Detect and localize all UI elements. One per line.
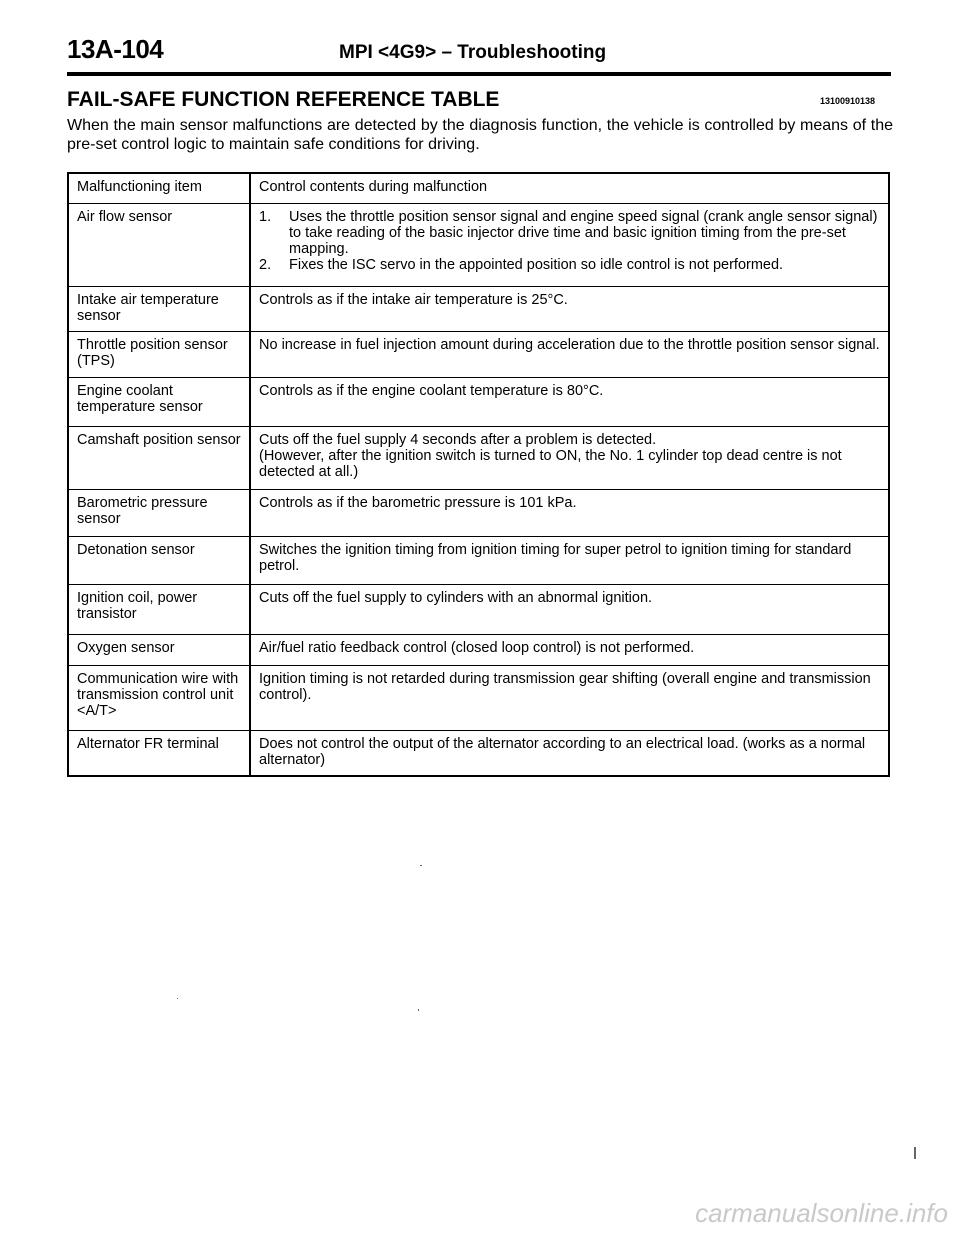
item-cell: Detonation sensor [68,536,250,584]
item-cell: Oxygen sensor [68,634,250,665]
item-cell: Air flow sensor [68,203,250,286]
table-row [68,203,889,286]
section-title: FAIL-SAFE FUNCTION REFERENCE TABLE [67,88,500,111]
table-row [68,377,889,426]
control-cell: Ignition timing is not retarded during transmission gear shifting (overall engine and transmission control). [250,665,889,730]
control-cell: Controls as if the barometric pressure is 101 kPa. [250,489,889,536]
table-row [68,426,889,489]
item-cell: Ignition coil, power transistor [68,584,250,634]
control-cell: Controls as if the intake air temperature is 25°C. [250,286,889,331]
control-cell [250,203,889,286]
item-cell: Camshaft position sensor [68,426,250,489]
column-header-item: Malfunctioning item [68,173,250,203]
table-row [68,536,889,584]
table-row [68,331,889,377]
control-text: Cuts off the fuel supply 4 seconds after a problem is detected. [259,431,657,448]
document-code: 13100910138 [820,96,876,106]
table-row [68,489,889,536]
control-cell: Controls as if the engine coolant temperature is 80°C. [250,377,889,426]
page-heading: MPI <4G9> – Troubleshooting [339,42,607,63]
step-text: Fixes the ISC servo in the appointed position so idle control is not performed. [289,256,784,273]
intro-paragraph: When the main sensor malfunctions are detected by the diagnosis function, the vehicle is controlled by means of the pre-set control logic to maintain safe conditions for driving. [67,117,893,153]
item-cell: Engine coolant temperature sensor [68,377,250,426]
control-cell: Switches the ignition timing from ignition timing for super petrol to ignition timing for standard petrol. [250,536,889,584]
table-row [68,634,889,665]
item-cell: Intake air temperature sensor [68,286,250,331]
item-cell: Communication wire with transmission control unit <A/T> [68,665,250,730]
table-row [68,730,889,776]
item-cell: Alternator FR terminal [68,730,250,776]
page-number: 13A-104 [67,34,164,64]
table-row [68,584,889,634]
watermark-url: carmanualsonline.info [695,1198,948,1228]
scan-speck [914,1147,916,1159]
item-cell: Barometric pressure sensor [68,489,250,536]
control-cell [250,426,889,489]
table-header-row [68,173,889,203]
scan-speck [420,865,422,866]
control-cell: No increase in fuel injection amount during acceleration due to the throttle position sensor signal. [250,331,889,377]
control-cell: Does not control the output of the alternator according to an electrical load. (works as a normal alternator) [250,730,889,776]
step-number: 1. [259,208,272,225]
control-cell: Air/fuel ratio feedback control (closed loop control) is not performed. [250,634,889,665]
step-item [259,257,880,273]
column-header-control: Control contents during malfunction [250,173,889,203]
scan-speck [418,1009,419,1011]
control-note: (However, after the ignition switch is turned to ON, the No. 1 cylinder top dead centre is not detected at all.) [259,447,842,480]
scan-speck [177,998,178,999]
step-number: 2. [259,256,272,273]
step-text: Uses the throttle position sensor signal and engine speed signal (crank angle sensor signal) to take reading of the basic injector drive time and basic ignition timing from the pre-set mapping. [289,208,878,257]
control-cell: Cuts off the fuel supply to cylinders with an abnormal ignition. [250,584,889,634]
step-item [259,209,880,257]
table-row [68,286,889,331]
page-header [67,34,891,76]
table-row [68,665,889,730]
control-steps [259,209,880,273]
fail-safe-table [67,172,890,777]
item-cell: Throttle position sensor (TPS) [68,331,250,377]
